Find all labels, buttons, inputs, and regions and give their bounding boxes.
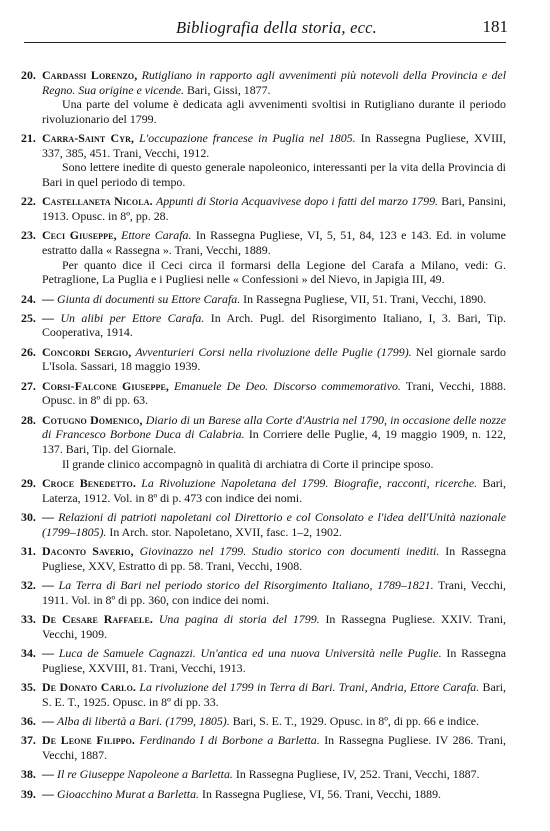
citation (42, 680, 506, 709)
entry-note: Il grande clinico accompagnò in qualità di archiatra di Corte il principe sposo. (62, 456, 434, 471)
entry-author: De Leone Filippo. (42, 733, 136, 748)
entry-number: 33. (21, 611, 36, 626)
bibliography-entry (21, 767, 506, 782)
entry-author: — (42, 510, 54, 524)
entry-number: 24. (21, 291, 36, 306)
citation (42, 345, 506, 374)
entry-title: Gioacchino Murat a Barletta. (56, 786, 199, 801)
entry-number: 21. (21, 131, 36, 146)
entry-note: Una parte del volume è dedicata agli avvenimenti svoltisi in Rutigliano durante il periodo rivoluzionario del 1799. (42, 97, 506, 126)
entry-publication: In Rassegna Pugliese, VI, 56. Trani, Vecchi, 1889. (201, 786, 441, 801)
citation (42, 131, 506, 160)
entry-number: 36. (21, 713, 36, 728)
entry-publication: In Rassegna Pugliese, XXV, Estratto di pp. 58. Trani, Vecchi, 1908. (42, 543, 506, 573)
entry-publication: In Arch. stor. Napoletano, XVII, fasc. 1–2, 1902. (109, 524, 342, 539)
bibliography-entry (21, 291, 506, 307)
entry-title: La rivoluzione del 1799 in Terra di Bari. Trani, Andria, Ettore Carafa. (139, 679, 480, 694)
citation (42, 646, 506, 675)
citation (42, 787, 506, 802)
bibliography-entry (21, 194, 507, 223)
page-number: 181 (482, 17, 508, 36)
running-title: Bibliografia della storia, ecc. (176, 18, 377, 37)
entry-publication: Trani, Vecchi, 1888. Opusc. in 8º di pp. 63. (42, 378, 506, 408)
entry-author: De Donato Carlo. (42, 679, 137, 694)
bibliography-entry (21, 378, 506, 408)
entry-author: — (42, 767, 54, 782)
entry-publication: In Rassegna Pugliese, VII, 51. Trani, Vecchi, 1890. (243, 291, 487, 306)
entry-number: 23. (21, 228, 36, 243)
entry-number: 20. (21, 68, 36, 82)
bibliography-entry (21, 412, 506, 471)
citation (42, 612, 506, 641)
entry-number: 27. (21, 378, 36, 393)
entry-author: Croce Benedetto. (42, 476, 136, 491)
entry-author: — (42, 577, 54, 592)
entry-publication: Bari, Gissi, 1877. (186, 82, 271, 97)
entry-title: Emanuele De Deo. Discorso commemorativo. (174, 378, 401, 393)
entry-author: Ceci Giuseppe, (42, 228, 117, 243)
entry-author: Corsi-Falcone Giuseppe, (42, 378, 169, 393)
entry-publication: In Rassegna Pugliese. IV 286. Trani, Vecchi, 1887. (42, 733, 506, 762)
entry-number: 22. (21, 194, 36, 209)
entry-publication: Bari, Laterza, 1912. Vol. in 8º di p. 473 con indice dei nomi. (42, 476, 506, 505)
entry-title: Ettore Carafa. (121, 228, 192, 243)
bibliography-entry (21, 344, 506, 374)
entry-number: 31. (21, 543, 36, 558)
entry-title: L'occupazione francese in Puglia nel 1805. (139, 131, 356, 146)
entry-publication: In Corriere delle Puglie, 4, 19 maggio 1909, n. 122, 137. Bari, Tip. del Giornale. (42, 427, 506, 457)
entry-author: — (42, 310, 54, 325)
entry-number: 37. (21, 733, 36, 748)
citation (42, 228, 506, 257)
citation (42, 311, 506, 340)
bibliography-entry (21, 577, 506, 607)
entry-author: — (42, 291, 54, 306)
citation (42, 578, 506, 607)
bibliography-entry (21, 476, 506, 505)
entry-author: — (42, 713, 54, 728)
entry-number: 29. (21, 476, 36, 491)
entry-note: Sono lettere inedite di questo generale napoleonico, interessanti per la vita della Provincia di Bari in quel periodo di tempo. (42, 160, 506, 189)
entry-publication: In Rassegna Pugliese. XXIV. Trani, Vecchi, 1909. (42, 611, 506, 641)
entry-number: 25. (21, 310, 36, 325)
entry-publication: In Rassegna Pugliese, XXVIII, 81. Trani, Vecchi, 1913. (42, 645, 506, 675)
entry-title: Appunti di Storia Acquavivese dopo i fatti del marzo 1799. (155, 194, 438, 209)
entry-title: Alba di libertà a Bari. (1799, 1805). (56, 713, 230, 728)
entry-title: Giunta di documenti su Ettore Carafa. (56, 291, 241, 306)
entry-title: Un alibi per Ettore Carafa. (60, 310, 205, 325)
entry-author: Carra-Saint Cyr, (42, 131, 135, 146)
bibliography-entry (21, 543, 506, 573)
entry-publication: In Rassegna Pugliese, IV, 252. Trani, Vecchi, 1887. (235, 767, 480, 782)
bibliography-entry (21, 510, 506, 539)
entry-publication: Bari, S. E. T., 1925. Opusc. in 8º di pp. 33. (42, 679, 506, 709)
entry-number: 26. (21, 344, 36, 359)
entry-number: 35. (21, 679, 36, 694)
bibliography-entry (21, 733, 506, 762)
entry-number: 39. (21, 786, 36, 801)
entry-title: Diario di un Barese alla Corte d'Austria nel 1790, in occasione delle nozze di Francesco Borbone Duca di Calabria. (42, 412, 506, 442)
entry-title: La Rivoluzione Napoletana del 1799. Biografie, racconti, ricerche. (141, 476, 478, 491)
citation (42, 292, 506, 307)
entry-publication: In Rassegna Pugliese, XVIII, 337, 385, 451. Trani, Vecchi, 1912. (42, 131, 506, 160)
entry-publication: Bari, Pansini, 1913. Opusc. in 8º, pp. 28. (42, 194, 507, 223)
entry-title: Avventurieri Corsi nella rivoluzione delle Puglie (1799). (135, 344, 412, 359)
citation (42, 68, 506, 97)
entry-title: Rutigliano in rapporto agli avvenimenti più notevoli della Provincia e del Regno. Sua origine e vicende. (42, 68, 506, 97)
entry-number: 34. (21, 645, 36, 660)
entry-title: Il re Giuseppe Napoleone a Barletta. (56, 767, 233, 782)
citation (42, 476, 506, 505)
citation (42, 733, 506, 762)
entry-author: Daconto Saverio, (42, 543, 134, 558)
entry-author: Castellaneta Nicola. (42, 194, 153, 209)
header-rule (24, 42, 506, 43)
entry-publication: In Arch. Pugl. del Risorgimento Italiano, I, 3. Bari, Tip. Cooperativa, 1914. (42, 310, 506, 340)
bibliography-entry (21, 228, 506, 287)
entry-number: 32. (21, 577, 36, 592)
citation (42, 413, 506, 457)
entry-author: Cotugno Domenico, (42, 412, 143, 427)
bibliography-entry (21, 786, 506, 802)
entry-publication: In Rassegna Pugliese, VI, 5, 51, 84, 123 e 143. Ed. in volume estratto dalla « Rassegna ». Trani, Vecchi, 1889. (42, 228, 506, 257)
entry-author: Cardassi Lorenzo, (42, 68, 138, 82)
entry-title: Una pagina di storia del 1799. (158, 611, 320, 626)
citation (42, 194, 506, 223)
bibliography-entry (21, 131, 506, 189)
entry-title: Ferdinando I di Borbone a Barletta. (139, 733, 320, 748)
entry-publication: Bari, S. E. T., 1929. Opusc. in 8º, di pp. 66 e indice. (232, 713, 480, 728)
entry-title: La Terra di Bari nel periodo storico del Risorgimento Italiano, 1789–1821. (58, 577, 434, 592)
entry-author: — (42, 786, 54, 801)
entry-author: — (42, 645, 54, 660)
bibliography-entry (21, 611, 506, 641)
entry-number: 30. (21, 510, 36, 524)
entry-publication: Trani, Vecchi, 1911. Vol. in 8º di pp. 360, con indice dei nomi. (42, 577, 506, 607)
entry-title: Giovinazzo nel 1799. Studio storico con documenti inediti. (139, 543, 440, 558)
bibliography-entry (21, 310, 506, 340)
bibliography-entry (21, 713, 506, 729)
citation (42, 510, 506, 539)
entry-publication: Nel giornale sardo L'Isola. Sassari, 18 maggio 1939. (42, 344, 506, 374)
bibliography-entry (21, 68, 506, 126)
entry-author: Concordi Sergio, (42, 344, 132, 359)
running-head (24, 14, 506, 38)
citation (42, 767, 506, 782)
entry-number: 38. (21, 767, 36, 782)
bibliography-list (21, 68, 507, 801)
citation (42, 544, 506, 573)
citation (42, 714, 506, 729)
bibliography-entry (21, 679, 506, 709)
entry-title: Relazioni di patrioti napoletani col Direttorio e col Consolato e l'idea dell'Unità nazionale (1799–1805). (42, 510, 506, 539)
citation (42, 379, 506, 408)
bibliography-entry (21, 645, 506, 675)
entry-title: Luca de Samuele Cagnazzi. Un'antica ed una nuova Università nelle Puglie. (58, 645, 442, 660)
entry-note: Per quanto dice il Ceci circa il formarsi della Legione del Carafa a Milano, vedi: G. Petraglione, La Puglia e i Pugliesi nelle « Confessioni » del Nievo, in Japigia III, 49. (42, 257, 506, 287)
entry-number: 28. (21, 412, 36, 427)
entry-author: De Cesare Raffaele. (42, 611, 153, 626)
